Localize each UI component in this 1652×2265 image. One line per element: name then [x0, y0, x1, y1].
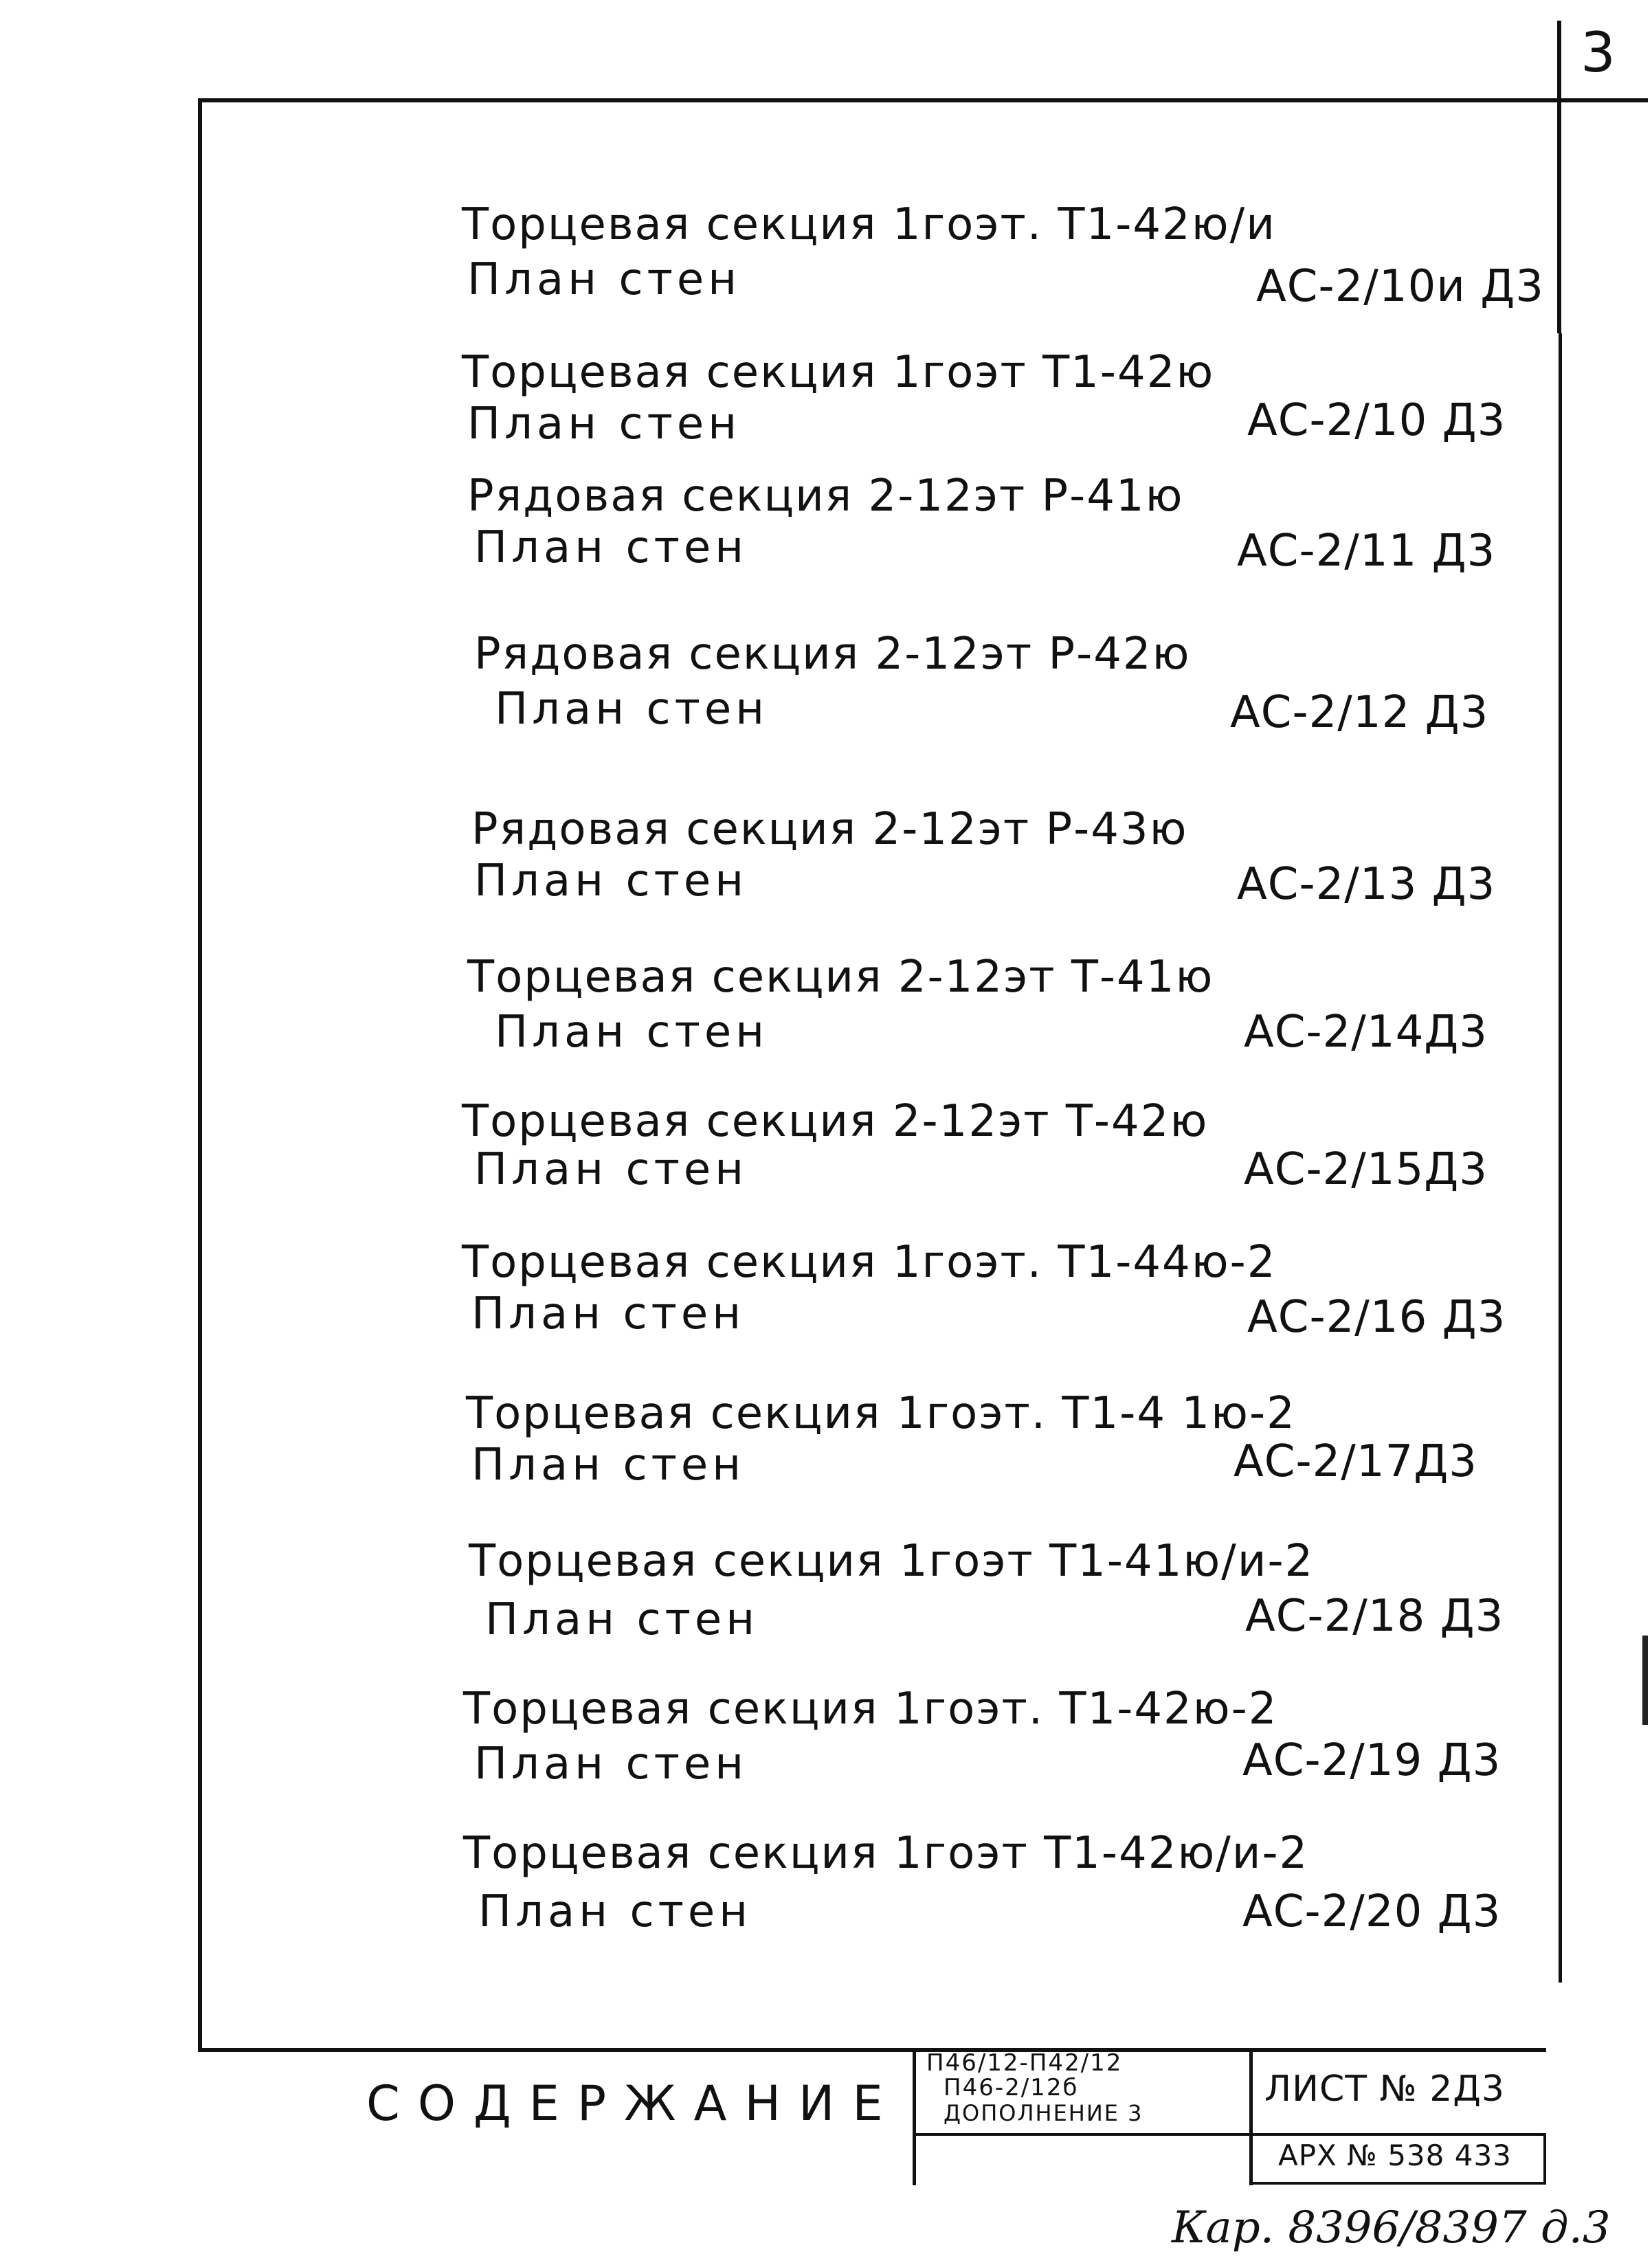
entry-code: АС-2/20 Д3	[1242, 1886, 1502, 1937]
title-block-divider	[1249, 2048, 1253, 2185]
entry-title: Торцевая секция 1гоэт Т1-42ю/и-2	[463, 1828, 1309, 1879]
title-block-divider	[913, 2048, 916, 2185]
contents-entry	[0, 804, 1652, 941]
entry-subtitle: План стен	[467, 254, 741, 305]
entry-subtitle: План стен	[495, 684, 769, 735]
title-block-right-line	[1543, 2133, 1546, 2185]
archive-number: АРХ № 538 433	[1278, 2139, 1512, 2172]
entry-subtitle: План стен	[485, 1594, 759, 1645]
entry-code: АС-2/17Д3	[1234, 1436, 1477, 1487]
entry-subtitle: План стен	[471, 1288, 746, 1339]
supplement-label: ДОПОЛНЕНИЕ 3	[944, 2100, 1143, 2126]
entry-title: Торцевая секция 1гоэт Т1-41ю/и-2	[469, 1536, 1315, 1587]
contents-entry	[0, 1388, 1652, 1526]
entry-code: АС-2/16 Д3	[1247, 1292, 1506, 1343]
entry-title: Торцевая секция 1гоэт. Т1-42ю-2	[463, 1684, 1278, 1734]
entry-title: Торцевая секция 1гоэт. Т1-4 1ю-2	[466, 1388, 1296, 1439]
entry-subtitle: План стен	[495, 1007, 769, 1058]
title-block-bottom-line	[1253, 2182, 1546, 2185]
title-block	[198, 2048, 1546, 2185]
entry-subtitle: План стен	[474, 856, 748, 906]
entry-subtitle: План стен	[471, 1440, 746, 1491]
entry-subtitle: План стен	[467, 399, 741, 449]
entry-title: Рядовая секция 2-12эт Р-42ю	[474, 629, 1191, 680]
entry-code: АС-2/10и Д3	[1256, 261, 1544, 312]
title-block-top-line	[198, 2048, 1546, 2052]
contents-entry	[0, 952, 1652, 1089]
entry-code: АС-2/11 Д3	[1237, 526, 1496, 577]
entry-title: Торцевая секция 1гоэт. Т1-42ю/и	[462, 199, 1276, 250]
entry-title: Торцевая секция 1гоэт Т1-42ю	[462, 347, 1215, 398]
title-block-row-line	[916, 2133, 1546, 2136]
entry-title: Рядовая секция 2-12эт Р-41ю	[467, 471, 1184, 522]
contents-entry	[0, 199, 1652, 337]
contents-entry	[0, 471, 1652, 608]
frame-top-border	[198, 98, 1648, 102]
entry-code: АС-2/10 Д3	[1247, 395, 1506, 446]
contents-entry	[0, 1684, 1652, 1821]
entry-code: АС-2/14Д3	[1244, 1007, 1488, 1058]
contents-entry	[0, 1828, 1652, 1965]
contents-entry	[0, 629, 1652, 766]
contents-entry	[0, 1237, 1652, 1374]
entry-code: АС-2/19 Д3	[1242, 1735, 1502, 1786]
entry-code: АС-2/13 Д3	[1237, 859, 1496, 910]
entry-title: Торцевая секция 2-12эт Т-41ю	[467, 952, 1214, 1003]
document-heading: СОДЕРЖАНИЕ	[366, 2075, 901, 2132]
entry-subtitle: План стен	[474, 522, 748, 573]
entry-title: Рядовая секция 2-12эт Р-43ю	[471, 804, 1188, 855]
entry-subtitle: План стен	[474, 1144, 748, 1195]
project-code-line2: П46-2/12б	[944, 2074, 1079, 2101]
entry-code: АС-2/12 Д3	[1230, 687, 1489, 738]
entry-code: АС-2/18 Д3	[1245, 1591, 1504, 1642]
contents-entry	[0, 347, 1652, 484]
entry-subtitle: План стен	[474, 1739, 748, 1789]
entry-subtitle: План стен	[478, 1886, 752, 1937]
entry-code: АС-2/15Д3	[1244, 1144, 1488, 1195]
sheet-number: ЛИСТ № 2Д3	[1264, 2068, 1506, 2110]
contents-entry	[0, 1096, 1652, 1234]
entry-title: Торцевая секция 2-12эт Т-42ю	[462, 1096, 1209, 1147]
archive-reference-note: Кар. 8396/8397 д.3	[1172, 2202, 1611, 2253]
contents-entry	[0, 1536, 1652, 1673]
page-number: 3	[1581, 21, 1616, 85]
project-code-line1: П46/12-П42/12	[926, 2049, 1123, 2077]
entry-title: Торцевая секция 1гоэт. Т1-44ю-2	[462, 1237, 1277, 1288]
